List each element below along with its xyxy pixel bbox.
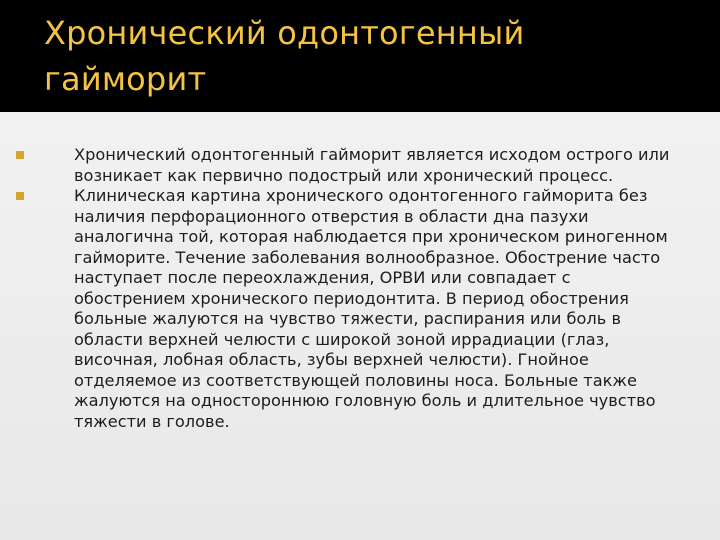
bullet-list: [14, 145, 684, 432]
bullet-text: Клиническая картина хронического одонтогенного гайморита без наличия перфорационного отверстия в области дна пазухи аналогична той, которая наблюдается при хроническом риногенном гайморите. Течение заболевания волнообразное. Обострение часто наступает после переохлаждения, ОРВИ или совпадает с обострением хронического периодонтита. В период обострения больные жалуются на чувство тяжести, распирания или боль в области верхней челюсти с широкой зоной иррадиации (глаз, височная, лобная область, зубы верхней челюсти). Гнойное отделяемое из соответствующей половины носа. Больные также жалуются на одностороннюю головную боль и длительное чувство тяжести в голове.: [74, 186, 668, 431]
bullet-text: Хронический одонтогенный гайморит является исходом острого или возникает как первично подострый или хронический процесс.: [74, 145, 670, 185]
slide-title: Хронический одонтогенный гайморит: [44, 14, 525, 98]
title-band: [0, 0, 720, 112]
square-bullet-icon: [16, 151, 24, 159]
bullet-item: [14, 145, 684, 186]
bullet-item: [14, 186, 684, 432]
square-bullet-icon: [16, 192, 24, 200]
